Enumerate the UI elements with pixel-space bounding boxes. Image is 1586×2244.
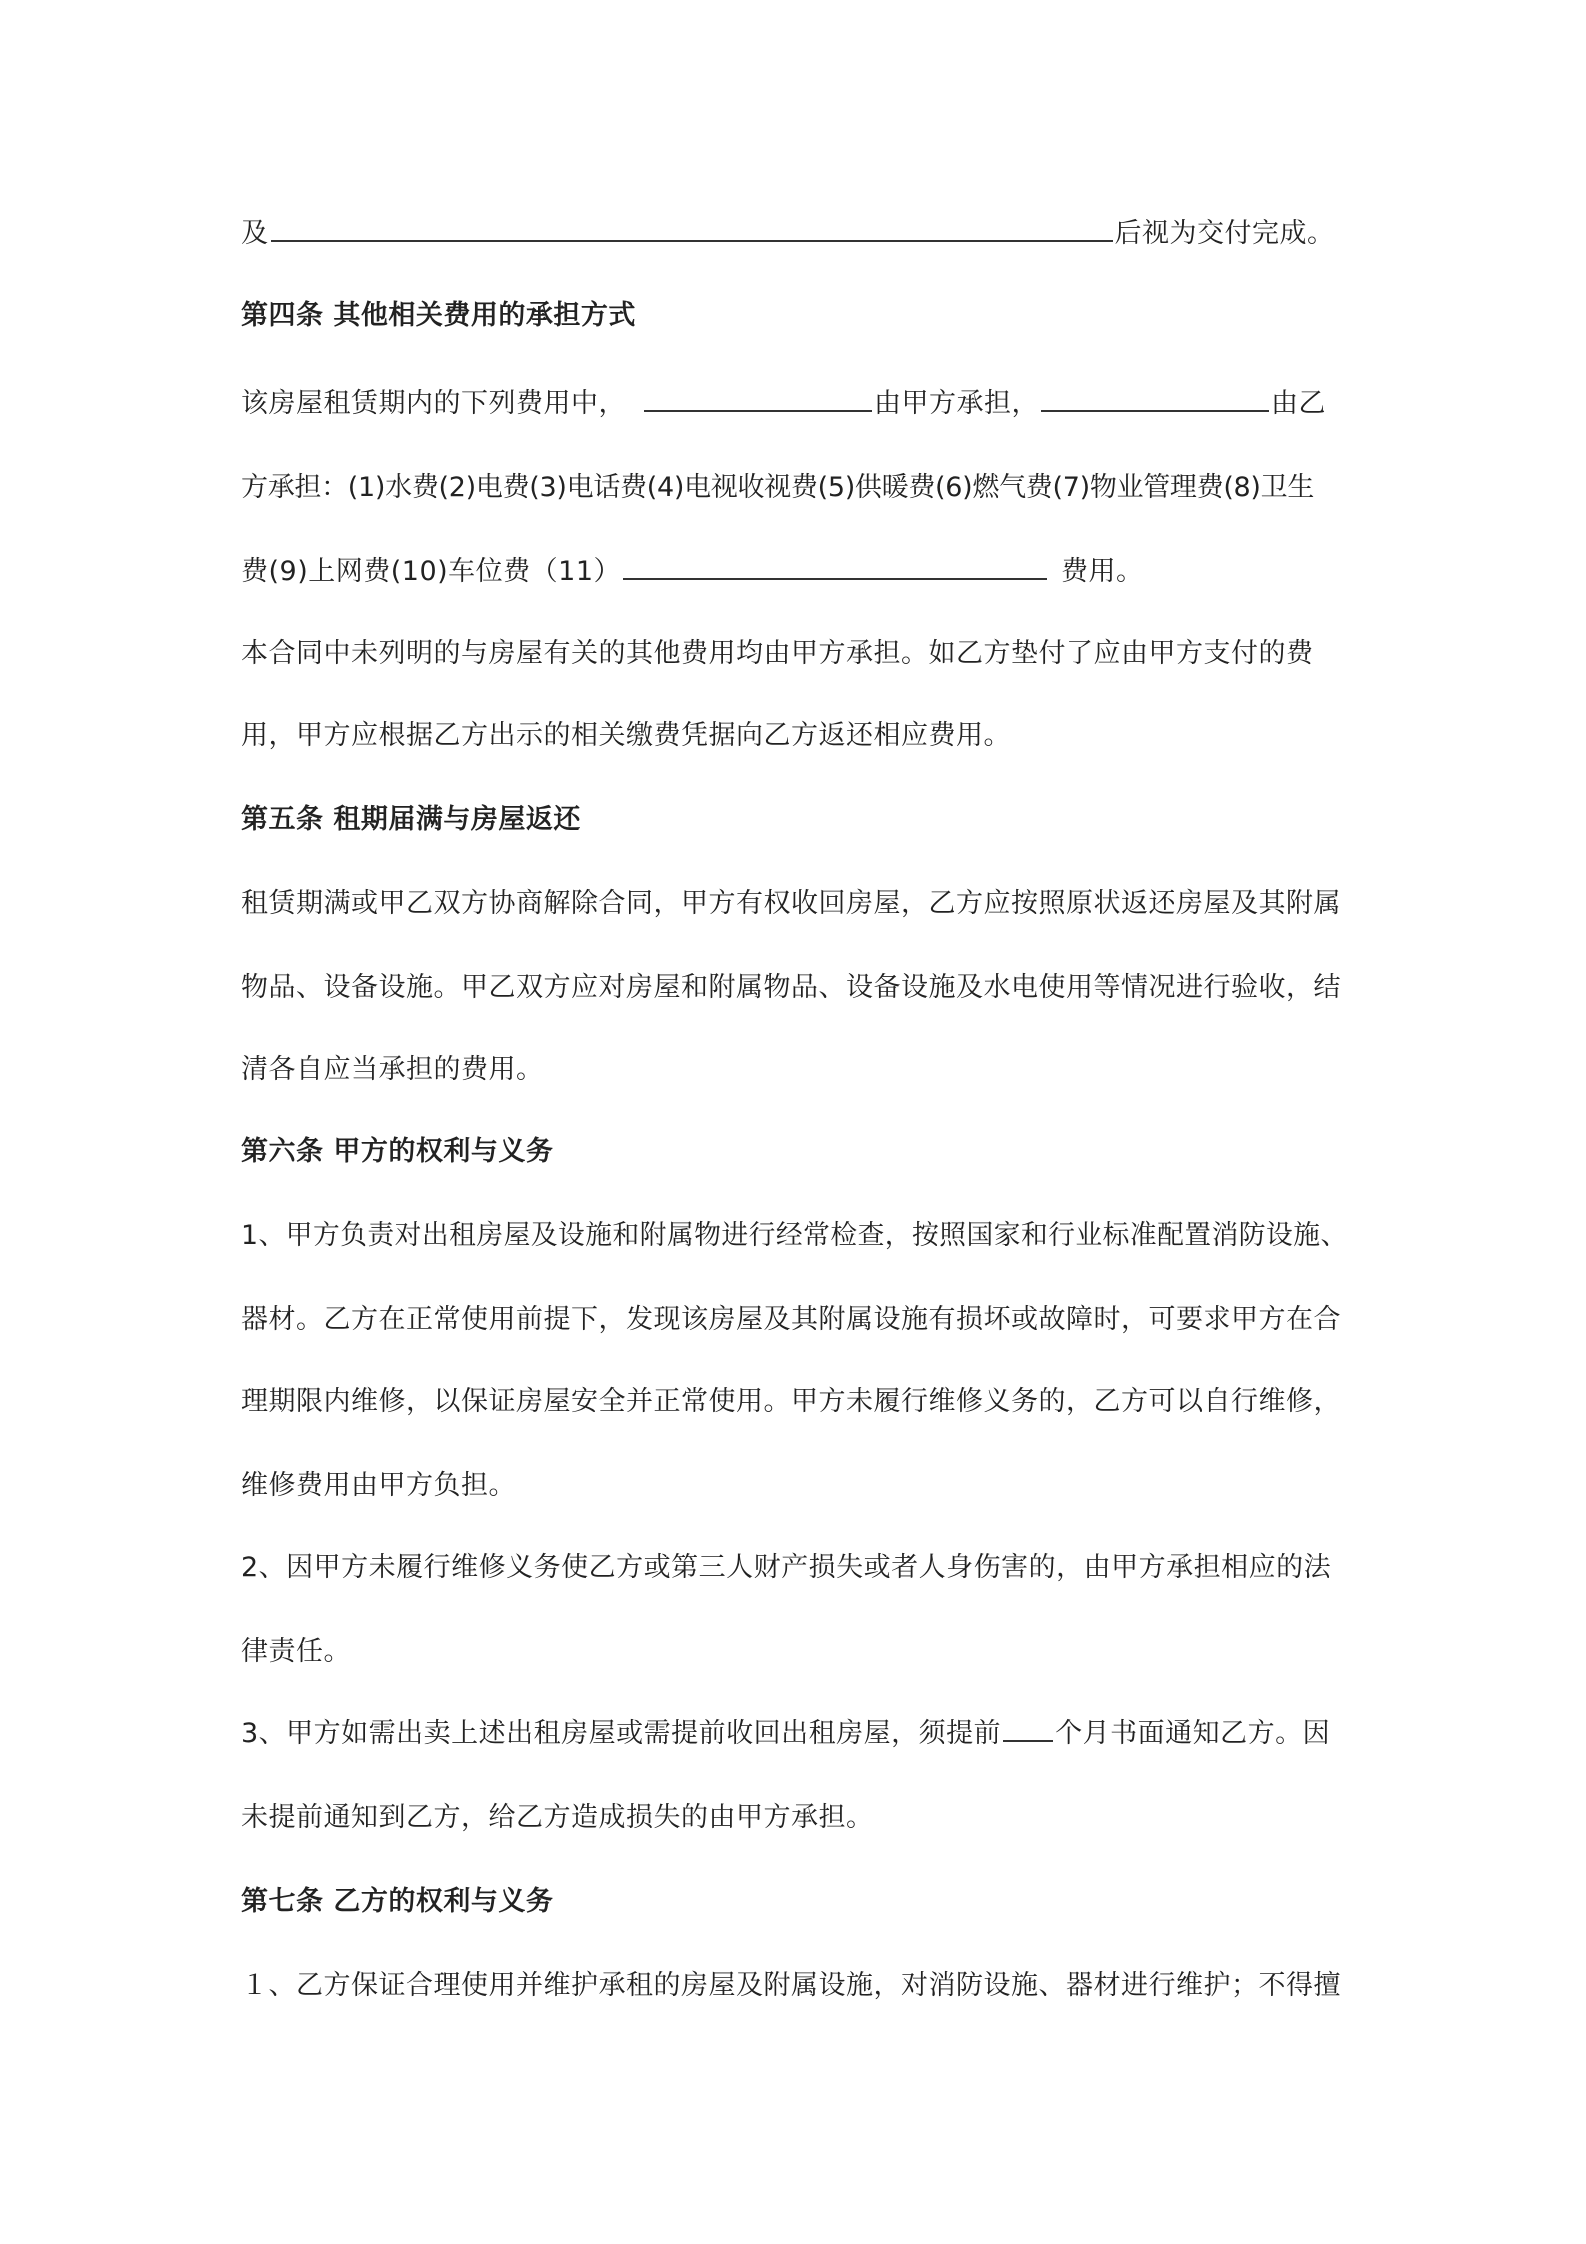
line-text: 由甲方承担，	[874, 388, 1039, 419]
section-heading: 第五条 租期届满与房屋返还	[241, 804, 581, 835]
paragraph-line: 租赁期满或甲乙双方协商解除合同，甲方有权收回房屋，乙方应按照原状返还房屋及其附属	[241, 888, 1341, 919]
paragraph-line: 未提前通知到乙方，给乙方造成损失的由甲方承担。	[241, 1802, 874, 1833]
section-heading: 第六条 甲方的权利与义务	[241, 1136, 554, 1167]
paragraph-line	[241, 554, 1144, 590]
fill-in-blank	[271, 216, 1113, 242]
line-text: 该房屋租赁期内的下列费用中，	[241, 388, 626, 419]
section-heading: 第七条 乙方的权利与义务	[241, 1886, 554, 1917]
paragraph-line: 用，甲方应根据乙方出示的相关缴费凭据向乙方返还相应费用。	[241, 720, 1011, 751]
paragraph-line: 律责任。	[241, 1636, 351, 1667]
fill-in-blank	[1003, 1716, 1053, 1742]
fill-in-blank	[644, 386, 872, 412]
line-text: 后视为交付完成。	[1114, 218, 1335, 249]
paragraph-line	[241, 216, 1335, 252]
paragraph-line: 1、甲方负责对出租房屋及设施和附属物进行经常检查，按照国家和行业标准配置消防设施、	[241, 1220, 1348, 1251]
line-text: 个月书面通知乙方。因	[1055, 1718, 1331, 1749]
line-text: 费用。	[1061, 556, 1144, 587]
paragraph-line: 维修费用由甲方负担。	[241, 1470, 516, 1501]
paragraph-line: 理期限内维修，以保证房屋安全并正常使用。甲方未履行维修义务的，乙方可以自行维修，	[241, 1386, 1341, 1417]
fill-in-blank	[623, 554, 1047, 580]
paragraph-line: 器材。乙方在正常使用前提下，发现该房屋及其附属设施有损坏或故障时，可要求甲方在合	[241, 1304, 1341, 1335]
paragraph-line: 物品、设备设施。甲乙双方应对房屋和附属物品、设备设施及水电使用等情况进行验收，结	[241, 972, 1341, 1003]
paragraph-line: 清各自应当承担的费用。	[241, 1054, 544, 1085]
paragraph-line	[241, 1716, 1330, 1752]
section-heading: 第四条 其他相关费用的承担方式	[241, 300, 636, 331]
fill-in-blank	[1041, 386, 1269, 412]
paragraph-line: 方承担：(1)水费(2)电费(3)电话费(4)电视收视费(5)供暖费(6)燃气费(7)物业管理费(8)卫生	[241, 472, 1315, 503]
paragraph-line	[241, 386, 1326, 422]
line-text: 费(9)上网费(10)车位费（11）	[241, 556, 622, 587]
paragraph-line: 本合同中未列明的与房屋有关的其他费用均由甲方承担。如乙方垫付了应由甲方支付的费	[241, 638, 1314, 669]
paragraph-line: 2、因甲方未履行维修义务使乙方或第三人财产损失或者人身伤害的，由甲方承担相应的法	[241, 1552, 1332, 1583]
line-text: 由乙	[1271, 388, 1326, 419]
paragraph-line: １、乙方保证合理使用并维护承租的房屋及附属设施，对消防设施、器材进行维护；不得擅	[241, 1970, 1341, 2001]
line-text: 3、甲方如需出卖上述出租房屋或需提前收回出租房屋，须提前	[241, 1718, 1002, 1749]
line-text: 及	[241, 218, 269, 249]
